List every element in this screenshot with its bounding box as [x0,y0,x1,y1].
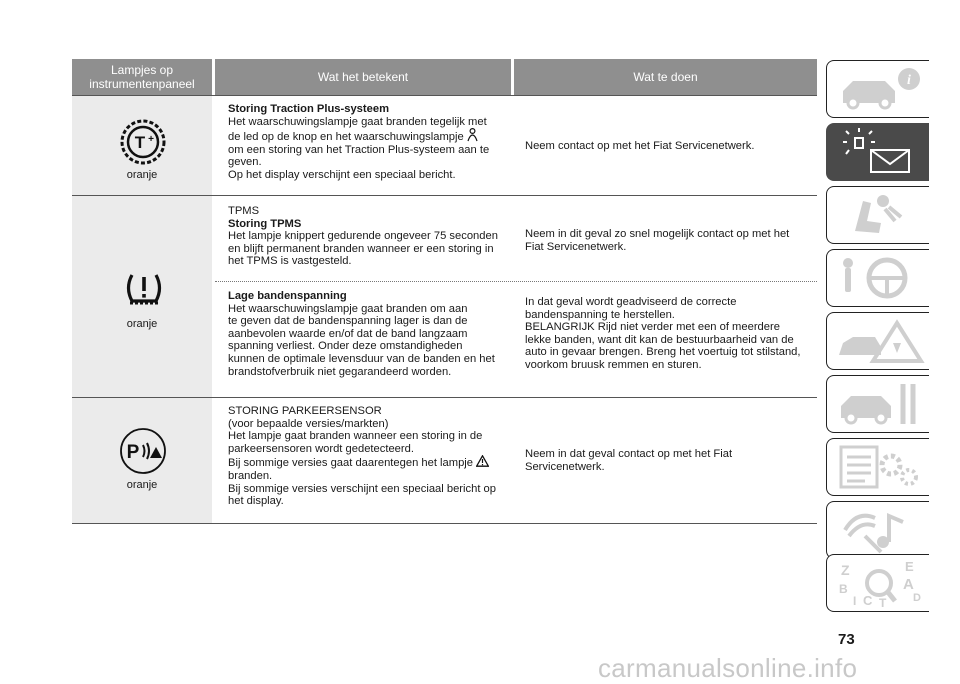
emergency-triangle-icon [835,317,925,365]
action-tpms-fault [525,228,817,253]
warning-light-message-icon [835,128,925,176]
meaning-tpms-fault [228,205,513,268]
header-meaning: Wat het betekent [215,59,511,95]
tab-emergency[interactable] [826,312,929,370]
action-parking-sensor [525,448,817,473]
text-line: Neem in dat geval contact op met het Fiat [525,448,733,460]
text-line: aanbevolen waarde en/of dat de band langzaam [228,327,468,340]
svg-text:i: i [907,73,911,88]
text-line: Servicenetwerk. [525,460,605,473]
index-icon [835,559,925,607]
steering-key-icon [835,254,925,302]
meaning-title: Lage bandenspanning [228,290,347,302]
car-info-icon [835,65,925,113]
header-action: Wat te doen [514,59,817,95]
text-line: kunnen de optimale levensduur van de banden en het [228,352,495,365]
tab-maintenance[interactable] [826,375,929,433]
text-line: de led op de knop en het waarschuwingslampje [228,131,464,144]
text-line: bandenspanning te herstellen. [525,308,675,321]
text-line: branden. [228,469,273,482]
watermark: carmanualsonline.info [598,653,858,683]
tab-car-info[interactable] [826,60,929,118]
tab-starting-driving[interactable] [826,249,929,307]
action-traction: Neem contact op met het Fiat Servicenetwerk. [525,140,755,152]
color-label: oranje [126,169,158,181]
seat-airbag-icon [835,191,925,239]
text-line: Bij sommige versies gaat daarentegen het lampje [228,457,474,470]
meaning-traction [228,103,513,182]
tab-multimedia[interactable] [826,501,929,559]
traction-plus-icon [118,117,168,172]
svg-text:+: + [148,134,154,145]
tab-index[interactable] [826,554,929,612]
text-line: Neem in dit geval zo snel mogelijk contact op met het [525,228,790,240]
meaning-low-pressure [228,290,513,378]
text-line: Het lampje knippert gedurende ongeveer 75 seconden [228,230,498,243]
text-line: en blijft permanent branden wanneer er een storing in [228,242,494,255]
svg-text:T: T [134,133,146,152]
text-line: het TPMS is vastgesteld. [228,255,352,268]
index-letter: D [913,592,921,604]
tpms-icon [122,266,166,315]
text-line: Het waarschuwingslampje gaat branden tegelijk met [228,115,487,128]
meaning-parking-sensor [228,405,513,508]
meaning-title: Storing Traction Plus-systeem [228,103,390,115]
text-line: parkeersensoren wordt gedetecteerd. [228,442,414,455]
text-line: Bij sommige versies verschijnt een speciaal bericht op [228,482,496,495]
warning-triangle-icon [476,455,489,467]
prefix-label: TPMS [228,205,260,217]
car-maintenance-icon [835,380,925,428]
parking-sensor-icon [119,427,167,480]
text-line: te geven dat de bandenspanning lager is dan de [228,315,468,328]
text-line: spanning verliest. Onder deze omstandigheden [228,340,463,353]
text-line: voorkom bruusk remmen en sturen. [525,358,702,371]
index-letter: T [879,596,887,607]
svg-text:P: P [126,442,140,463]
text-line: (voor bepaalde versies/markten) [228,417,389,430]
traction-warning-icon [467,128,478,142]
header-warning-lights: Lampjes op instrumentenpaneel [72,59,212,95]
technical-data-icon [835,443,925,491]
sub-row-divider [215,281,817,282]
text-line: brandstofverbruik niet gegarandeerd worden. [228,365,452,378]
row-divider [72,195,817,196]
text-line: lekke banden, want dit kan de bestuurbaarheid van de [525,333,794,346]
page-number: 73 [838,631,855,648]
index-letter: Z [841,562,850,578]
row-divider [72,397,817,398]
color-label: oranje [126,479,158,491]
multimedia-icon [835,506,925,554]
text-line: auto in gevaar brengen. Breng het voertuig tot stilstand, [525,346,801,359]
text-line: Fiat Servicenetwerk. [525,240,627,253]
tab-safety[interactable] [826,186,929,244]
color-label: oranje [126,318,158,330]
text-line: In dat geval wordt geadviseerd de correcte [525,296,737,308]
index-letter: C [863,593,873,607]
text-line: Het waarschuwingslampje gaat branden om aan [228,302,468,315]
text-line: Het lampje gaat branden wanneer een storing in de [228,430,483,443]
text-line: STORING PARKEERSENSOR [228,405,382,417]
index-letter: B [839,582,848,596]
index-letter: A [903,576,914,593]
tab-technical-data[interactable] [826,438,929,496]
text-line: geven. [228,156,262,169]
text-line: het display. [228,495,284,508]
tab-warning-lights[interactable] [826,123,929,181]
text-line: om een storing van het Traction Plus-systeem aan te [228,143,490,156]
row-divider [72,523,817,524]
index-letter: E [905,559,914,574]
meaning-title: Storing TPMS [228,217,302,230]
row-divider [72,95,817,96]
text-line: Op het display verschijnt een speciaal bericht. [228,168,456,181]
text-line: BELANGRIJK Rijd niet verder met een of meerdere [525,321,780,334]
index-letter: I [853,594,857,607]
action-low-pressure [525,296,817,372]
